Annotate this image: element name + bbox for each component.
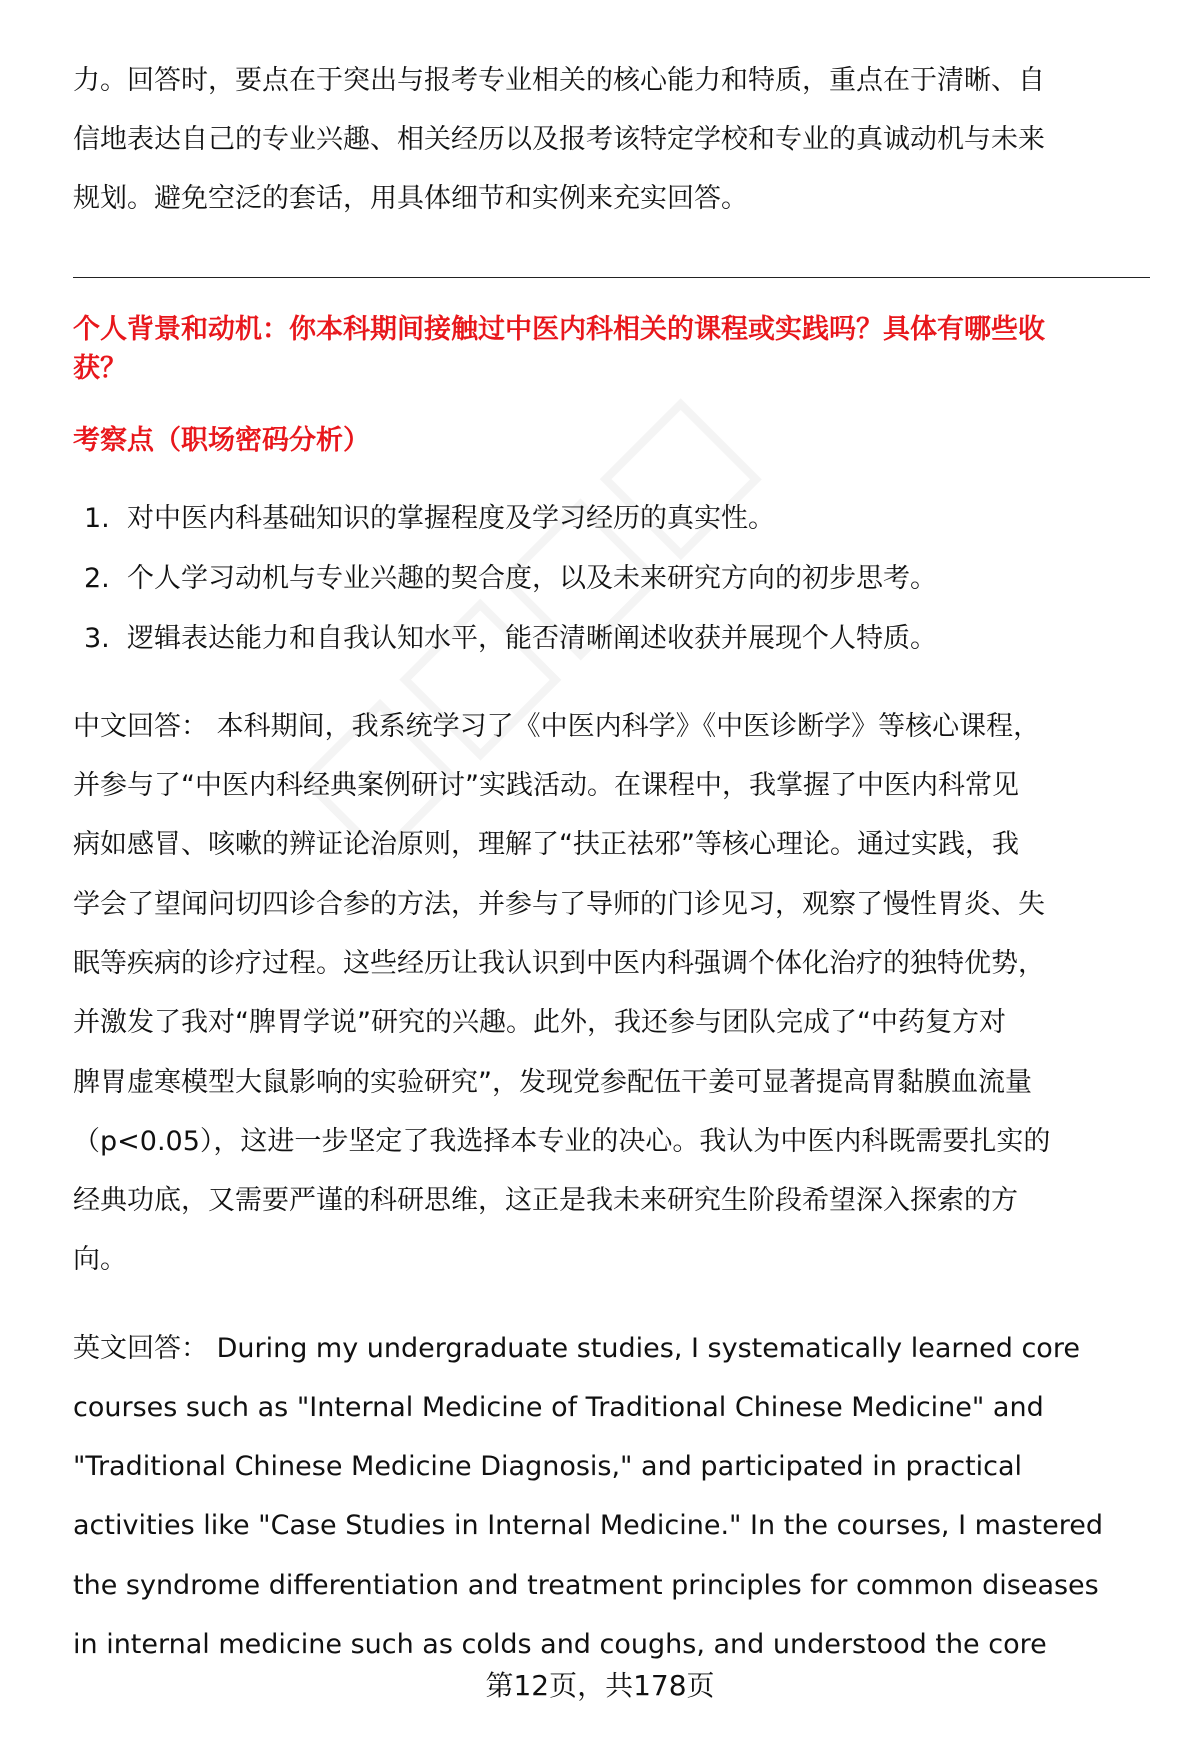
assessment-title: 考察点（职场密码分析） <box>73 425 370 456</box>
text-line: 英文回答： During my undergraduate studies, I systematically learned core <box>73 1333 1080 1364</box>
list-number: 1. <box>84 503 110 534</box>
text-line: 病如感冒、咳嗽的辨证论治原则，理解了“扶正祛邪”等核心理论。通过实践，我 <box>73 829 1019 860</box>
text-line: 力。回答时，要点在于突出与报考专业相关的核心能力和特质，重点在于清晰、自 <box>73 65 1045 96</box>
text-line: the syndrome differentiation and treatment principles for common diseases <box>73 1570 1099 1601</box>
question-line: 个人背景和动机：你本科期间接触过中医内科相关的课程或实践吗？具体有哪些收 <box>73 314 1045 345</box>
page-number: 第12页，共178页 <box>485 1669 715 1702</box>
list-item: 个人学习动机与专业兴趣的契合度，以及未来研究方向的初步思考。 <box>127 563 937 594</box>
text-line: 学会了望闻问切四诊合参的方法，并参与了导师的门诊见习，观察了慢性胃炎、失 <box>73 889 1045 920</box>
list-number: 3. <box>84 623 110 654</box>
list-item: 逻辑表达能力和自我认知水平，能否清晰阐述收获并展现个人特质。 <box>127 623 937 654</box>
text-line: 并参与了“中医内科经典案例研讨”实践活动。在课程中，我掌握了中医内科常见 <box>73 770 1019 801</box>
text-line: "Traditional Chinese Medicine Diagnosis," and participated in practical <box>73 1451 1023 1482</box>
text-line: 经典功底，又需要严谨的科研思维，这正是我未来研究生阶段希望深入探索的方 <box>73 1185 1018 1216</box>
text-line: 向。 <box>73 1244 127 1275</box>
text-line: 规划。避免空泛的套话，用具体细节和实例来充实回答。 <box>73 183 748 214</box>
list-number: 2. <box>84 563 110 594</box>
text-line: 眠等疾病的诊疗过程。这些经历让我认识到中医内科强调个体化治疗的独特优势， <box>73 948 1045 979</box>
text-line: 中文回答： 本科期间，我系统学习了《中医内科学》《中医诊断学》等核心课程， <box>73 711 1041 742</box>
divider <box>73 277 1150 278</box>
text-line: 信地表达自己的专业兴趣、相关经历以及报考该特定学校和专业的真诚动机与未来 <box>73 124 1045 155</box>
text-line: （p<0.05），这进一步坚定了我选择本专业的决心。我认为中医内科既需要扎实的 <box>73 1126 1051 1157</box>
question-line: 获？ <box>73 353 127 384</box>
text-line: activities like "Case Studies in Internal Medicine." In the courses, I mastered <box>73 1510 1103 1541</box>
text-line: 脾胃虚寒模型大鼠影响的实验研究”，发现党参配伍干姜可显著提高胃黏膜血流量 <box>73 1067 1032 1098</box>
text-line: in internal medicine such as colds and coughs, and understood the core <box>73 1629 1047 1660</box>
text-line: 并激发了我对“脾胃学说”研究的兴趣。此外，我还参与团队完成了“中药复方对 <box>73 1007 1006 1038</box>
text-line: courses such as "Internal Medicine of Traditional Chinese Medicine" and <box>73 1392 1044 1423</box>
list-item: 对中医内科基础知识的掌握程度及学习经历的真实性。 <box>127 503 775 534</box>
